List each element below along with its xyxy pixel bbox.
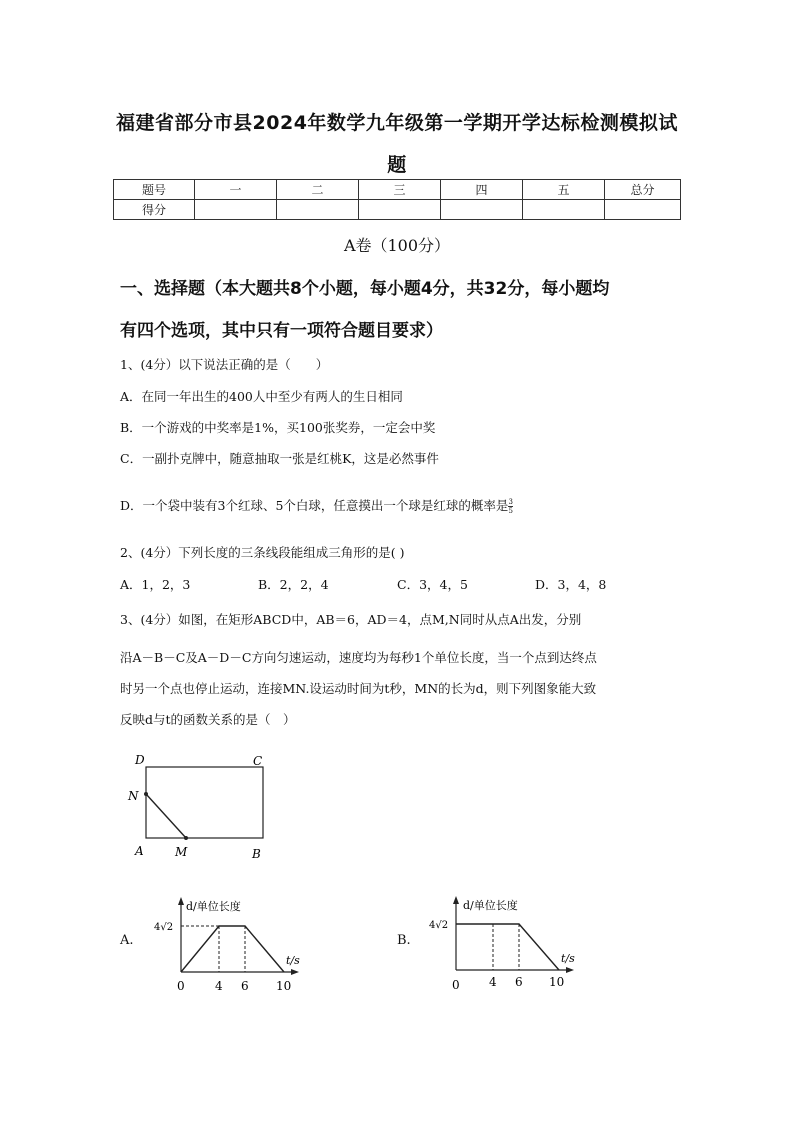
label-n: N [128, 789, 139, 803]
score-input-cell[interactable] [195, 200, 277, 220]
graph-b-curve [456, 924, 559, 970]
graph-a-curve [181, 926, 284, 972]
graph-b-x-tick: 0 [452, 978, 460, 992]
graph-a [148, 893, 313, 998]
point-m [184, 836, 188, 840]
part-heading-line-1: 一、选择题（本大题共8个小题，每小题4分，共32分，每小题均 [120, 279, 610, 299]
score-input-cell[interactable] [359, 200, 441, 220]
graph-b-x-tick: 4 [489, 975, 497, 989]
question-3-line-4: 反映d与t的函数关系的是（ ） [120, 712, 296, 727]
graph-b-x-tick: 10 [549, 975, 565, 989]
score-table-cell: 四 [441, 180, 523, 200]
graph-b-y-tick: 4√2 [429, 920, 449, 931]
graph-b-y-label: d/单位长度 [463, 899, 518, 912]
part-heading-line-2: 有四个选项，其中只有一项符合题目要求） [120, 321, 443, 341]
question-2-option-d: D．3，4，8 [535, 577, 607, 592]
graph-b-option-label: B. [397, 933, 411, 948]
rectangle-figure [125, 748, 275, 863]
fraction-numerator: 3 [508, 498, 513, 506]
question-2-option-a: A．1，2，3 [120, 577, 191, 592]
graph-a-y-label: d/单位长度 [186, 900, 241, 913]
question-3-line-3: 时另一个点也停止运动，连接MN.设运动时间为t秒，MN的长为d，则下列图象能大致 [120, 681, 597, 696]
graph-a-x-tick: 6 [241, 979, 249, 993]
score-table-cell: 二 [277, 180, 359, 200]
graph-a-y-arrow [178, 897, 184, 905]
graph-a-option-label: A. [120, 933, 134, 948]
score-input-cell[interactable] [441, 200, 523, 220]
graph-b [423, 890, 588, 995]
score-table-cell: 题号 [114, 180, 195, 200]
score-input-cell[interactable] [277, 200, 359, 220]
title-line-1: 福建省部分市县2024年数学九年级第一学期开学达标检测模拟试 [116, 112, 678, 134]
score-input-cell[interactable] [605, 200, 681, 220]
question-2-option-c: C．3，4，5 [397, 577, 468, 592]
question-1-option-a: A．在同一年出生的400人中至少有两人的生日相同 [120, 389, 403, 404]
graph-a-y-tick: 4√2 [154, 922, 174, 933]
fraction-denominator: 5 [508, 507, 513, 515]
question-2-stem: 2、(4分）下列长度的三条线段能组成三角形的是( ) [120, 545, 405, 560]
label-c: C [253, 754, 263, 768]
rectangle-abcd [146, 767, 263, 838]
score-table-header-row [114, 180, 681, 200]
point-n [144, 792, 148, 796]
label-b: B [252, 847, 261, 861]
question-1-option-d [120, 496, 513, 515]
graph-a-x-tick: 0 [177, 979, 185, 993]
score-table-cell: 三 [359, 180, 441, 200]
segment-mn [146, 794, 186, 838]
title-line-2: 题 [387, 154, 407, 176]
score-table-cell: 一 [195, 180, 277, 200]
score-table-cell: 总分 [605, 180, 681, 200]
question-3-line-2: 沿A－B－C及A－D－C方向匀速运动，速度均为每秒1个单位长度，当一个点到达终点 [120, 650, 597, 665]
section-heading: A卷（100分） [343, 236, 451, 255]
label-a: A [135, 844, 144, 858]
score-table-cell: 五 [523, 180, 605, 200]
fraction [508, 498, 512, 515]
score-table [113, 179, 681, 220]
question-3-line-1: 3、(4分）如图，在矩形ABCD中，AB＝6，AD＝4，点M,N同时从点A出发，分别 [120, 612, 582, 627]
score-table-cell: 得分 [114, 200, 195, 220]
question-2-option-b: B．2，2，4 [258, 577, 329, 592]
label-m: M [175, 845, 188, 859]
question-1-option-d-text: D．一个袋中装有3个红球、5个白球，任意摸出一个球是红球的概率是 [120, 498, 509, 513]
graph-a-x-tick: 4 [215, 979, 223, 993]
graph-a-x-label: t/s [286, 954, 300, 967]
graph-b-x-label: t/s [561, 952, 575, 965]
label-d: D [135, 753, 145, 767]
graph-b-x-tick: 6 [515, 975, 523, 989]
graph-b-y-arrow [453, 896, 459, 904]
question-1-option-c: C．一副扑克牌中，随意抽取一张是红桃K，这是必然事件 [120, 451, 439, 466]
graph-b-x-arrow [566, 967, 574, 973]
question-1-option-b: B．一个游戏的中奖率是1%，买100张奖券，一定会中奖 [120, 420, 436, 435]
graph-a-x-arrow [291, 969, 299, 975]
score-input-cell[interactable] [523, 200, 605, 220]
score-table-score-row [114, 200, 681, 220]
question-1-stem: 1、(4分）以下说法正确的是（ ） [120, 357, 329, 372]
graph-a-x-tick: 10 [276, 979, 292, 993]
